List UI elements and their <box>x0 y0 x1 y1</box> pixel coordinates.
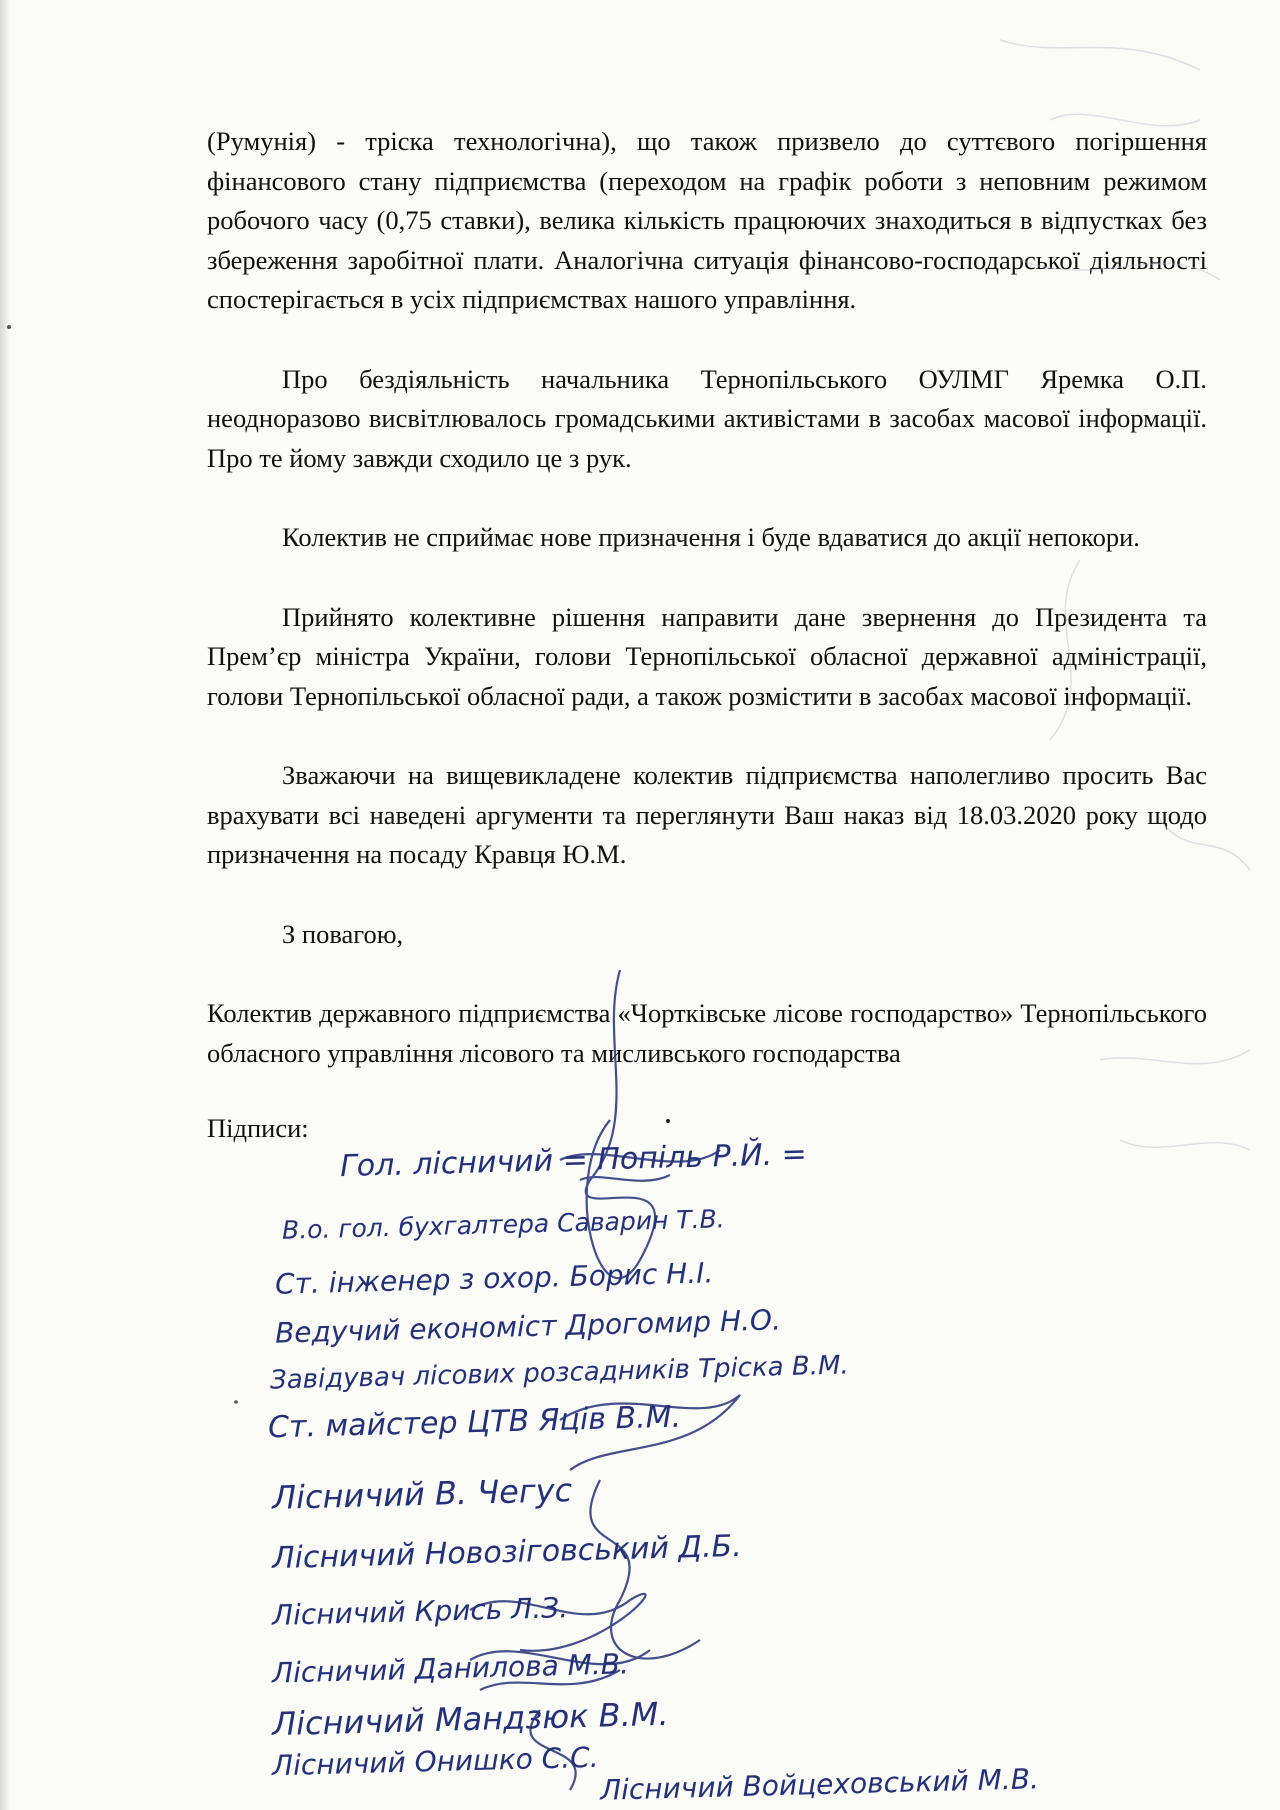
signature-scribble <box>590 1480 700 1659</box>
signature-line: В.о. гол. бухгалтера Саварин Т.В. <box>281 1204 725 1245</box>
ink-dot <box>234 1400 238 1404</box>
signature-line: Ведучий економіст Дрогомир Н.О. <box>274 1303 782 1350</box>
signature-line: Завідувач лісових розсадників Тріска В.М. <box>269 1350 850 1396</box>
signature-line: Лісничий Новозіговський Д.Б. <box>271 1528 743 1577</box>
signature-line: Лісничий В. Чегус <box>271 1471 573 1517</box>
paragraph-request: Зважаючи на вищевикладене колектив підприємства наполегливо просить Вас врахувати всі наведені аргументи та переглянути Ваш наказ від 18.03.2020 року щодо призначення на посаду Кравця Ю.М. <box>207 760 1207 869</box>
scan-shadow-edge <box>0 0 10 1810</box>
signature-line: Лісничий Войцеховський М.В. <box>599 1762 1040 1807</box>
paragraph-inaction: Про бездіяльність начальника Тернопільського ОУЛМГ Яремка О.П. неодноразово висвітлювалось громадськими активістами в засобах масової інформації. Про те йому завжди сходило це з рук. <box>207 363 1207 473</box>
paragraph-decision: Прийнято колективне рішення направити дане звернення до Президента та Прем’єр міністра України, голови Тернопільської обласної державної адміністрації, голови Тернопільської обласної ради, а також розмістити в засобах масової інформації. <box>207 601 1207 711</box>
letter-body <box>207 122 1207 1149</box>
signature-line: Лісничий Онишко С.С. <box>271 1740 599 1783</box>
signatures-label: Підписи: <box>207 1113 309 1143</box>
signature-line: Лісничий Мандзюк В.М. <box>271 1694 669 1744</box>
sender-block: Колектив державного підприємства «Чортківське лісове господарство» Тернопільського обласного управління лісового та мисливського господарства <box>207 998 1207 1068</box>
paragraph-disobedience: Колектив не сприймає нове призначення і буде вдаватися до акції непокори. <box>282 522 1140 552</box>
signature-line: Ст. інженер з охор. Борис Н.І. <box>274 1256 714 1301</box>
paragraph-financial-situation: (Румунія) - тріска технологічна), що також призвело до суттєвого погіршення фінансового стану підприємства (переходом на графік роботи з неповним режимом робочого часу (0,75 ставки), велика кількість працюючих знаходиться в відпустках без збереження заробітної плати. Аналогічна ситуація фінансово-господарської діяльності спостерігається в усіх підприємствах нашого управління. <box>207 126 1207 314</box>
signature-line: Гол. лісничий = Попіль Р.Й. = <box>339 1136 808 1185</box>
signature-line: Лісничий Крись Л.З. <box>271 1591 569 1632</box>
signature-line: Ст. майстер ЦТВ Яців В.М. <box>267 1399 682 1446</box>
closing-phrase: З повагою, <box>282 918 404 949</box>
signature-line: Лісничий Данилова М.В. <box>271 1647 630 1690</box>
